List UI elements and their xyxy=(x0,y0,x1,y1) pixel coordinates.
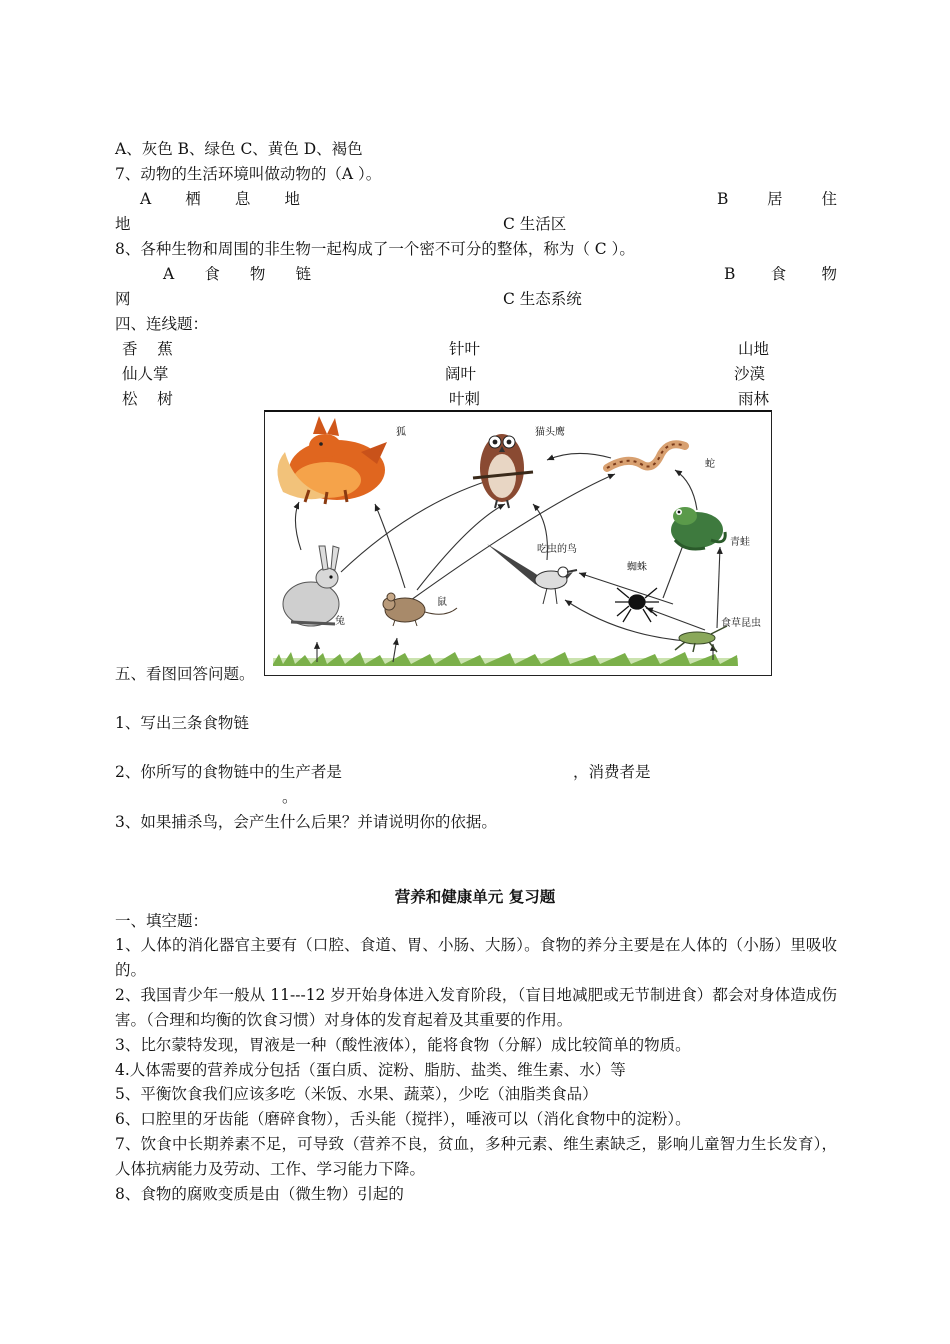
match-mid-2: 阔叶 xyxy=(445,365,477,383)
section5-title: 五、看图回答问题。 xyxy=(115,665,255,683)
arrow-frog-snake xyxy=(675,470,697,510)
label-insect: 食草昆虫 xyxy=(721,618,761,629)
label-bird: 吃虫的鸟 xyxy=(537,544,577,555)
rabbit-illustration xyxy=(283,546,339,626)
label-rabbit: 兔 xyxy=(335,616,345,627)
spider-illustration xyxy=(615,588,659,622)
q7-option-b: B 居 住 xyxy=(717,190,837,208)
fox-illustration xyxy=(277,416,387,504)
nutrition-item-8: 8、食物的腐败变质是由（微生物）引起的 xyxy=(115,1185,404,1203)
match-mid-1: 针叶 xyxy=(449,340,481,358)
q8-option-b-tail: 网 xyxy=(115,290,131,308)
frog-illustration xyxy=(671,507,725,549)
nutrition-item-4: 4.人体需要的营养成分包括（蛋白质、淀粉、脂肪、盐类、维生素、水）等 xyxy=(115,1061,626,1079)
arrow-snake-owl xyxy=(547,453,611,460)
match-left-2: 仙人掌 xyxy=(122,365,169,383)
section5-q3: 3、如果捕杀鸟，会产生什么后果？并请说明你的依据。 xyxy=(115,813,497,831)
nutrition-item-2: 2、我国青少年一般从 11---12 岁开始身体进入发育阶段，（盲目地减肥或无节制进食）都会对身体造成伤害。（合理和均衡的饮食习惯）对身体的发育起着及其重要的作用。 xyxy=(115,986,837,1029)
insect-illustration xyxy=(675,626,727,652)
q7-option-a: A 栖 息 地 xyxy=(140,190,300,208)
arrow-rabbit-fox xyxy=(295,502,301,550)
match-left-3: 松 树 xyxy=(122,390,173,408)
label-spider: 蜘蛛 xyxy=(627,562,647,573)
arrow-spider-bird xyxy=(579,573,673,604)
nutrition-item-5: 5、平衡饮食我们应该多吃（米饭、水果、蔬菜），少吃（油脂类食品） xyxy=(115,1085,598,1103)
arrow-spider-frog xyxy=(663,540,685,598)
nutrition-title: 营养和健康单元 复习题 xyxy=(394,887,556,906)
arrow-insect-spider xyxy=(646,608,705,630)
nutrition-section1-title: 一、填空题： xyxy=(115,912,209,930)
label-frog: 青蛙 xyxy=(730,537,750,548)
label-mouse: 鼠 xyxy=(437,597,447,608)
section5-q2-part2: ，消费者是 xyxy=(573,763,651,781)
match-mid-3: 叶刺 xyxy=(449,390,481,408)
match-right-1: 山地 xyxy=(738,340,770,358)
nutrition-item-6: 6、口腔里的牙齿能（磨碎食物），舌头能（搅拌），唾液可以（消化食物中的淀粉）。 xyxy=(115,1110,691,1128)
q7-option-b-tail: 地 xyxy=(115,215,131,233)
match-right-3: 雨林 xyxy=(738,390,770,408)
label-snake: 蛇 xyxy=(705,459,715,470)
q8-option-b: B 食 物 xyxy=(724,265,837,283)
nutrition-item-3: 3、比尔蒙特发现，胃液是一种（酸性液体），能将食物（分解）成比较简单的物质。 xyxy=(115,1036,691,1054)
section5-q1: 1、写出三条食物链 xyxy=(115,714,249,732)
label-fox: 狐 xyxy=(396,427,406,438)
q8-option-c: C 生态系统 xyxy=(503,290,582,308)
q8-question: 8、各种生物和周围的非生物一起构成了一个密不可分的整体，称为（ C ）。 xyxy=(115,240,635,258)
nutrition-item-1: 1、人体的消化器官主要有（口腔、食道、胃、小肠、大肠）。食物的养分主要是在人体的（小肠）里吸收的。 xyxy=(115,936,837,979)
nutrition-item-7: 7、饮食中长期养素不足，可导致（营养不良，贫血，多种元素、维生素缺乏，影响儿童智力生长发育），人体抗病能力及劳动、工作、学习能力下降。 xyxy=(115,1135,837,1178)
arrow-insect-frog xyxy=(717,547,720,628)
section5-q2-part1: 2、你所写的食物链中的生产者是 xyxy=(115,763,342,781)
grass-strip xyxy=(273,652,738,666)
q7-question: 7、动物的生活环境叫做动物的（A ）。 xyxy=(115,165,382,183)
snake-illustration xyxy=(607,444,685,468)
q6-options: A、灰色 B、绿色 C、黄色 D、褐色 xyxy=(115,140,363,158)
food-web-diagram xyxy=(264,410,772,676)
section5-q2-end: 。 xyxy=(282,788,298,806)
owl-illustration xyxy=(473,434,533,508)
q7-option-c: C 生活区 xyxy=(503,215,567,233)
label-owl: 猫头鹰 xyxy=(535,427,565,438)
section4-title: 四、连线题： xyxy=(115,315,209,333)
match-left-1: 香 蕉 xyxy=(122,340,173,358)
match-right-2: 沙漠 xyxy=(734,365,766,383)
q8-option-a: A 食 物 链 xyxy=(163,265,311,283)
arrow-mouse-fox xyxy=(375,504,405,588)
